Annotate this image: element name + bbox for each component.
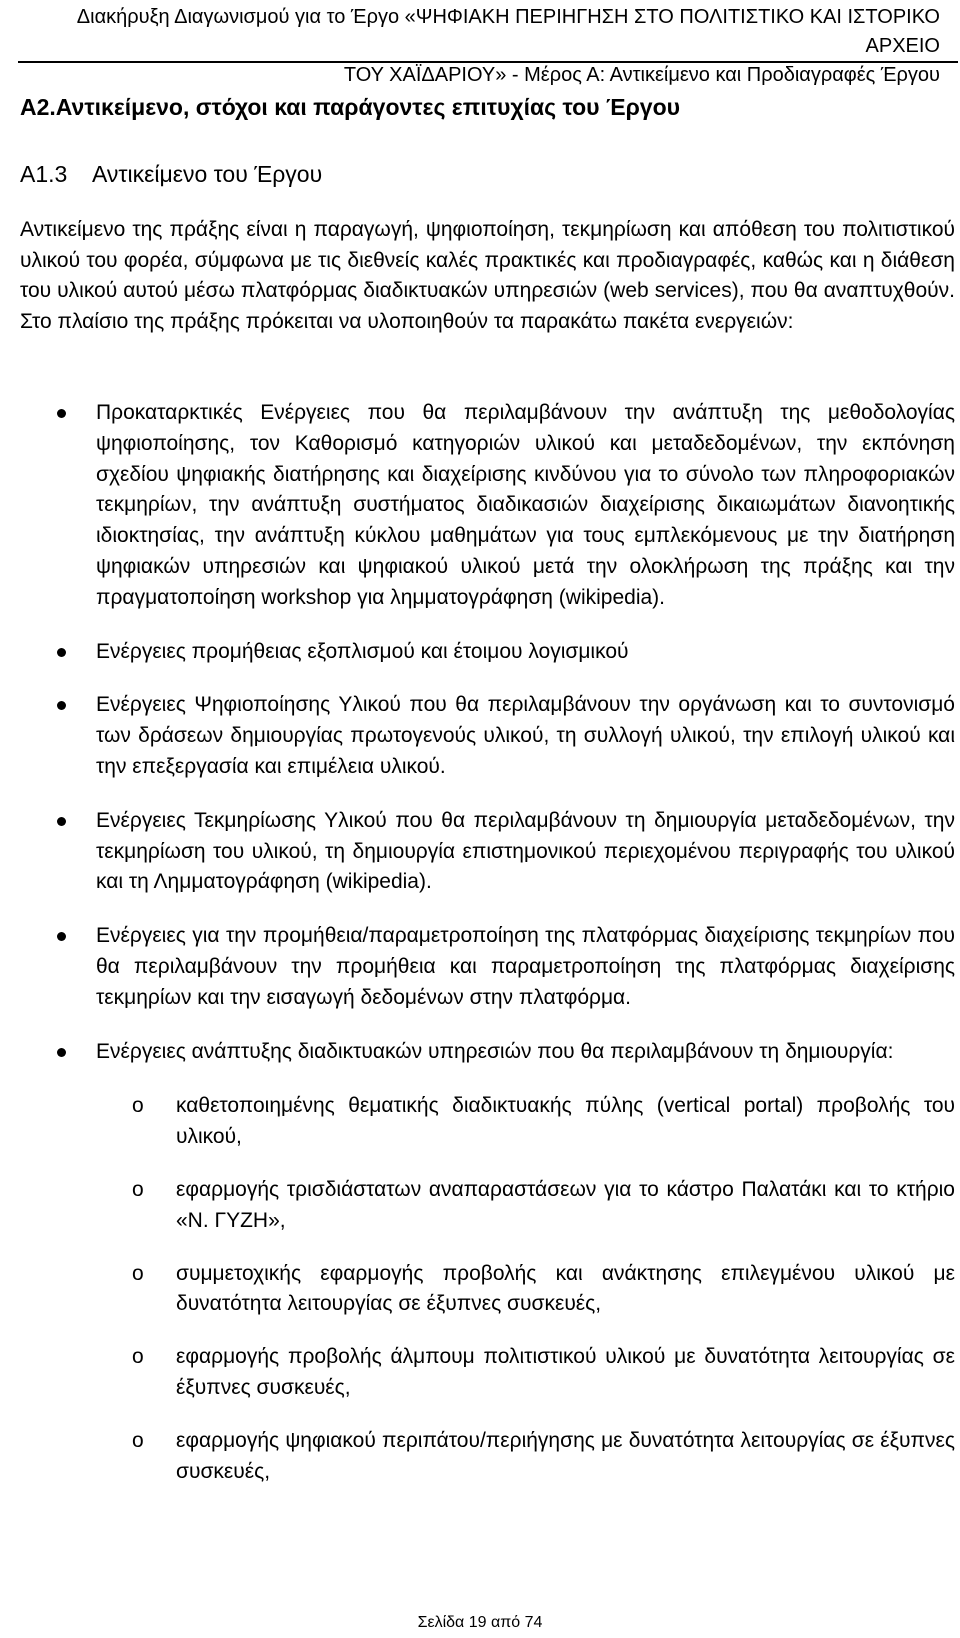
sub-list-item-text: καθετοποιημένης θεματικής διαδικτυακής πύλης (vertical portal) προβολής του υλικού, [176, 1094, 955, 1149]
bullet-icon [57, 1048, 66, 1057]
circle-bullet-icon: o [132, 1345, 144, 1369]
circle-bullet-icon: o [132, 1177, 144, 1201]
bullet-icon [57, 932, 66, 941]
list-item [0, 398, 960, 614]
subsection-number: A1.3 [20, 161, 68, 187]
list-item [0, 637, 960, 668]
list-item-text: Ενέργειες για την προμήθεια/παραμετροποίηση της πλατφόρμας διαχείρισης τεκμηρίων που θα περιλαμβάνουν την προμήθεια και παραμετροποίηση της πλατφόρμας διαχείρισης τεκμηρίων και την εισαγωγή δεδομένων στην πλατφόρμα. [96, 924, 955, 1009]
sub-list-item [96, 1426, 955, 1488]
sub-list-item-text: εφαρμογής τρισδιάστατων αναπαραστάσεων για το κάστρο Παλατάκι και το κτήριο «Ν. ΓΥΖΗ», [176, 1177, 955, 1232]
list-item-text: Ενέργειες Τεκμηρίωσης Υλικού που θα περιλαμβάνουν τη δημιουργία μεταδεδομένων, την τεκμηρίωση του υλικού, τη δημιουργία επιστημονικού περιεχομένου περιγραφής του υλικού και τη Λημματογράφηση (wikipedia). [96, 808, 955, 894]
sub-list-item-text: εφαρμογής ψηφιακού περιπάτου/περιήγησης με δυνατότητα λειτουργίας σε έξυπνες συσκευές, [176, 1428, 955, 1483]
section-heading: A2.Αντικείμενο, στόχοι και παράγοντες επιτυχίας του Έργου [20, 94, 681, 120]
list-item-text: Ενέργειες ανάπτυξης διαδικτυακών υπηρεσιών που θα περιλαμβάνουν τη δημιουργία: [96, 1039, 894, 1063]
page-header [10, 3, 940, 90]
sub-list-item-text: εφαρμογής προβολής άλμπουμ πολιτιστικού υλικού με δυνατότητα λειτουργίας σε έξυπνες συσκευές, [176, 1345, 955, 1399]
bullet-icon [57, 409, 66, 418]
subsection-heading [20, 157, 322, 191]
sub-list-item [96, 1091, 955, 1153]
list-item [0, 921, 960, 1013]
intro-paragraph: Αντικείμενο της πράξης είναι η παραγωγή, ψηφιοποίηση, τεκμηρίωση και απόθεση του πολιτιστικού υλικού του φορέα, σύμφωνα με τις διεθνείς καλές πρακτικές και προδιαγραφές, καθώς και η διάθεση του υλικού αυτού μέσω πλατφόρμας διαδικτυακών υπηρεσιών (web services), που θα αναπτυχθούν. Στο πλαίσιο της πράξης πρόκειται να υλοποιηθούν τα παρακάτω πακέτα ενεργειών: [20, 218, 955, 333]
sub-list-item-text: συμμετοχικής εφαρμογής προβολής και ανάκτησης επιλεγμένου υλικού με δυνατότητα λειτουργίας σε έξυπνες συσκευές, [176, 1261, 955, 1316]
page-number: Σελίδα 19 από 74 [417, 1614, 543, 1631]
list-item-text: Ενέργειες προμήθειας εξοπλισμού και έτοιμου λογισμικού [96, 639, 629, 663]
header-line-1: Διακήρυξη Διαγωνισμού για το Έργο «ΨΗΦΙΑΚΗ ΠΕΡΙΗΓΗΣΗ ΣΤΟ ΠΟΛΙΤΙΣΤΙΚΟ ΚΑΙ ΙΣΤΟΡΙΚΟ ΑΡΧΕΙΟ [76, 6, 940, 57]
header-line-2: ΤΟΥ ΧΑΪΔΑΡΙΟΥ» - Μέρος Α: Αντικείμενο και Προδιαγραφές Έργου [343, 64, 940, 86]
bullet-icon [57, 817, 66, 826]
circle-bullet-icon: o [132, 1094, 144, 1118]
bullet-icon [57, 648, 66, 657]
list-item-text: Προκαταρκτικές Ενέργειες που θα περιλαμβάνουν την ανάπτυξη της μεθοδολογίας ψηφιοποίησης, τον Καθορισμό κατηγοριών υλικού και μεταδεδομένων, την εκπόνηση σχεδίου ψηφιακής διατήρησης και διαχείρισης κινδύνου για το σύνολο των πληροφοριακών τεκμηρίων, την ανάπτυξη συστήματος διαδικασιών διαχείρισης δικαιωμάτων διανοητικής ιδιοκτησίας, την ανάπτυξη κύκλου μαθημάτων για τους εμπλεκόμενους με την διατήρηση ψηφιακών υπηρεσιών και ψηφιακού υλικού μετά την ολοκλήρωση της πράξης και την πραγματοποίηση workshop για λημματογράφηση (wikipedia). [96, 401, 955, 609]
web-services-sublist [96, 1091, 955, 1487]
subsection-title: Αντικείμενο του Έργου [92, 161, 323, 187]
circle-bullet-icon: o [132, 1428, 144, 1452]
header-divider [18, 61, 958, 63]
list-item [0, 1037, 960, 1488]
bullet-icon [57, 701, 66, 710]
list-item-text: Ενέργειες Ψηφιοποίησης Υλικού που θα περιλαμβάνουν την οργάνωση και το συντονισμό των δράσεων δημιουργίας πρωτογενούς υλικού, τη συλλογή υλικού, την επιλογή υλικού και την επεξεργασία και επιμέλεια υλικού. [96, 693, 955, 778]
circle-bullet-icon: o [132, 1261, 144, 1285]
sub-list-item [96, 1175, 955, 1237]
activity-list [0, 398, 960, 1510]
sub-list-item [96, 1342, 955, 1404]
list-item [0, 806, 960, 898]
sub-list-item [96, 1259, 955, 1321]
list-item [0, 690, 960, 782]
